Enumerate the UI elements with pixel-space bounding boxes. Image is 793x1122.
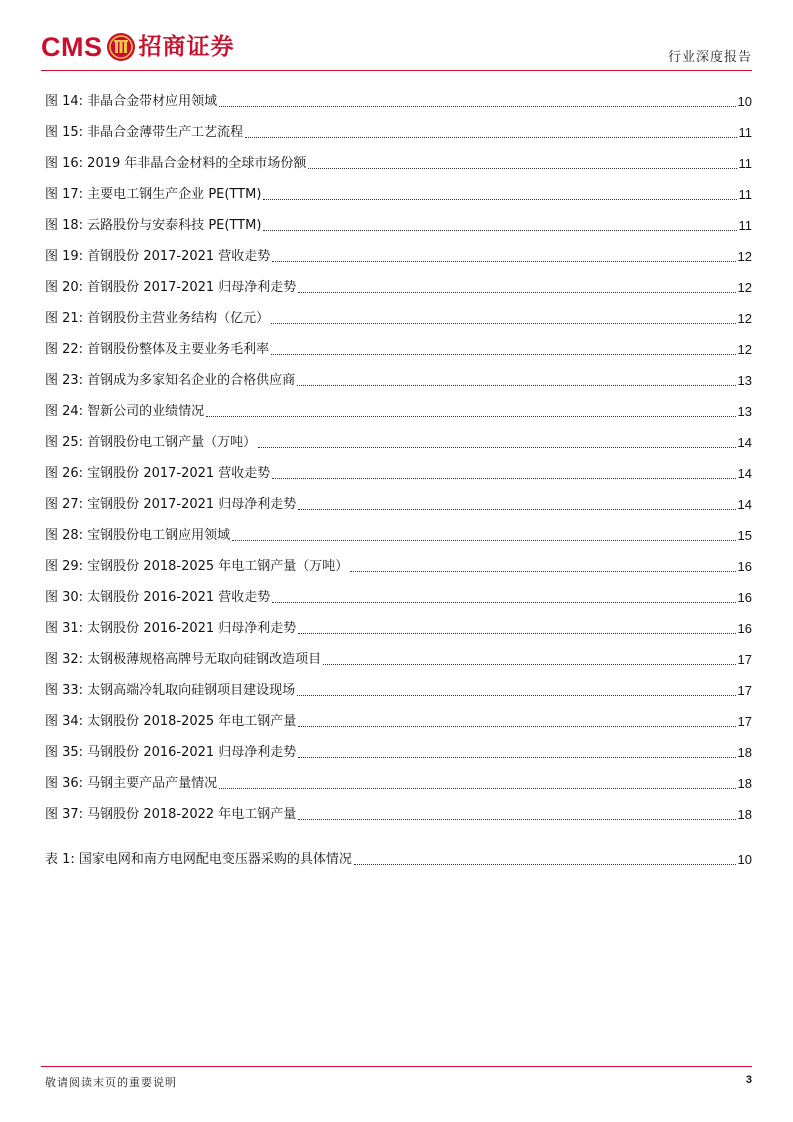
dot-leader [308, 167, 736, 169]
figure-entry[interactable] [45, 179, 752, 210]
figure-entry[interactable] [45, 365, 752, 396]
dot-leader [298, 632, 735, 634]
figure-entry[interactable] [45, 489, 752, 520]
header-divider [41, 70, 752, 71]
dot-leader [245, 136, 736, 138]
figure-entry-page: 12 [737, 249, 752, 264]
figure-entry-page: 12 [737, 280, 752, 295]
figure-entry-label: 图 24: 智新公司的业绩情况 [45, 404, 205, 419]
company-logo [41, 28, 235, 66]
figure-entry-label: 图 29: 宝钢股份 2018-2025 年电工钢产量（万吨） [45, 559, 349, 574]
dot-leader [272, 601, 735, 603]
dot-leader [232, 539, 735, 541]
figure-entry-page: 18 [737, 745, 752, 760]
figure-entry[interactable] [45, 551, 752, 582]
figure-entry-label: 图 35: 马钢股份 2016-2021 归母净利走势 [45, 745, 297, 760]
page-number: 3 [745, 1074, 752, 1086]
figure-entry-label: 图 30: 太钢股份 2016-2021 营收走势 [45, 590, 271, 605]
figure-entry[interactable] [45, 768, 752, 799]
figure-entry-label: 图 21: 首钢股份主营业务结构（亿元） [45, 311, 270, 326]
dot-leader [206, 415, 735, 417]
dot-leader [298, 756, 735, 758]
table-entry[interactable] [45, 844, 752, 875]
dot-leader [258, 446, 735, 448]
figure-entry[interactable] [45, 303, 752, 334]
figure-entry[interactable] [45, 799, 752, 830]
logo-chinese-text: 招商证券 [138, 33, 235, 60]
figure-entry-label: 图 15: 非晶合金薄带生产工艺流程 [45, 125, 244, 140]
dot-leader [298, 508, 735, 510]
dot-leader [323, 663, 735, 665]
figure-entry-label: 图 22: 首钢股份整体及主要业务毛利率 [45, 342, 270, 357]
figure-entry-page: 13 [737, 373, 752, 388]
figure-entry[interactable] [45, 706, 752, 737]
figure-entry[interactable] [45, 427, 752, 458]
figure-entry[interactable] [45, 737, 752, 768]
figure-entry-page: 12 [737, 342, 752, 357]
figure-entry-label: 图 17: 主要电工钢生产企业 PE(TTM) [45, 187, 262, 202]
table-entry-page: 10 [737, 852, 752, 867]
figure-entry-label: 图 14: 非晶合金带材应用领域 [45, 94, 218, 109]
figure-entry-page: 16 [737, 590, 752, 605]
figure-entry-page: 11 [738, 187, 752, 202]
figure-entry-page: 10 [737, 94, 752, 109]
dot-leader [263, 198, 736, 200]
figure-entry-page: 17 [737, 714, 752, 729]
figure-entry[interactable] [45, 334, 752, 365]
figure-entry-label: 图 34: 太钢股份 2018-2025 年电工钢产量 [45, 714, 297, 729]
figure-entry[interactable] [45, 241, 752, 272]
figure-entry-page: 18 [737, 807, 752, 822]
figure-entry-page: 11 [738, 156, 752, 171]
figure-entry[interactable] [45, 644, 752, 675]
dot-leader [219, 105, 735, 107]
dot-leader [271, 353, 735, 355]
figure-entry[interactable] [45, 396, 752, 427]
figure-entry-page: 16 [737, 621, 752, 636]
figure-entry-page: 15 [737, 528, 752, 543]
figure-entry[interactable] [45, 520, 752, 551]
figure-entry-page: 13 [737, 404, 752, 419]
dot-leader [272, 260, 735, 262]
dot-leader [219, 787, 735, 789]
figure-entry-page: 14 [737, 435, 752, 450]
figure-index-list [45, 86, 752, 830]
dot-leader [272, 477, 735, 479]
figure-entry-label: 图 20: 首钢股份 2017-2021 归母净利走势 [45, 280, 297, 295]
dot-leader [297, 694, 735, 696]
figure-entry-label: 图 32: 太钢极薄规格高牌号无取向硅钢改造项目 [45, 652, 322, 667]
figure-entry-label: 图 18: 云路股份与安泰科技 PE(TTM) [45, 218, 262, 233]
figure-entry-page: 12 [737, 311, 752, 326]
dot-leader [298, 725, 735, 727]
figure-entry-page: 16 [737, 559, 752, 574]
figure-entry-label: 图 16: 2019 年非晶合金材料的全球市场份额 [45, 156, 307, 171]
table-index-list [45, 844, 752, 875]
dot-leader [271, 322, 735, 324]
figure-entry-page: 17 [737, 652, 752, 667]
footer-disclaimer-note: 敬请阅读末页的重要说明 [45, 1076, 177, 1089]
dot-leader [263, 229, 736, 231]
dot-leader [297, 384, 735, 386]
figure-entry-label: 图 28: 宝钢股份电工钢应用领域 [45, 528, 231, 543]
figure-entry-page: 14 [737, 497, 752, 512]
dot-leader [350, 570, 735, 572]
figure-entry[interactable] [45, 272, 752, 303]
logo-emblem-icon [106, 32, 136, 62]
figure-entry-page: 17 [737, 683, 752, 698]
figure-entry-label: 图 19: 首钢股份 2017-2021 营收走势 [45, 249, 271, 264]
figure-entry[interactable] [45, 210, 752, 241]
figure-entry-label: 图 23: 首钢成为多家知名企业的合格供应商 [45, 373, 296, 388]
figure-entry[interactable] [45, 458, 752, 489]
figure-entry-label: 图 36: 马钢主要产品产量情况 [45, 776, 218, 791]
logo-latin-text: CMS [41, 31, 103, 62]
figure-entry-label: 图 26: 宝钢股份 2017-2021 营收走势 [45, 466, 271, 481]
figure-entry[interactable] [45, 613, 752, 644]
report-type-label: 行业深度报告 [667, 50, 752, 65]
page-header [41, 26, 752, 72]
figure-entry[interactable] [45, 117, 752, 148]
figure-entry-page: 18 [737, 776, 752, 791]
figure-entry-label: 图 37: 马钢股份 2018-2022 年电工钢产量 [45, 807, 297, 822]
figure-entry[interactable] [45, 675, 752, 706]
figure-entry-page: 14 [737, 466, 752, 481]
figure-entry-label: 图 27: 宝钢股份 2017-2021 归母净利走势 [45, 497, 297, 512]
figure-entry-page: 11 [738, 218, 752, 233]
figure-entry-label: 图 25: 首钢股份电工钢产量（万吨） [45, 435, 257, 450]
figure-entry[interactable] [45, 148, 752, 179]
footer-divider [41, 1066, 752, 1067]
figure-entry[interactable] [45, 86, 752, 117]
figure-entry-label: 图 31: 太钢股份 2016-2021 归母净利走势 [45, 621, 297, 636]
table-entry-label: 表 1: 国家电网和南方电网配电变压器采购的具体情况 [45, 852, 352, 867]
dot-leader [354, 863, 736, 865]
dot-leader [298, 818, 735, 820]
figure-entry-label: 图 33: 太钢高端冷轧取向硅钢项目建设现场 [45, 683, 296, 698]
dot-leader [298, 291, 735, 293]
figure-entry[interactable] [45, 582, 752, 613]
figure-entry-page: 11 [738, 125, 752, 140]
